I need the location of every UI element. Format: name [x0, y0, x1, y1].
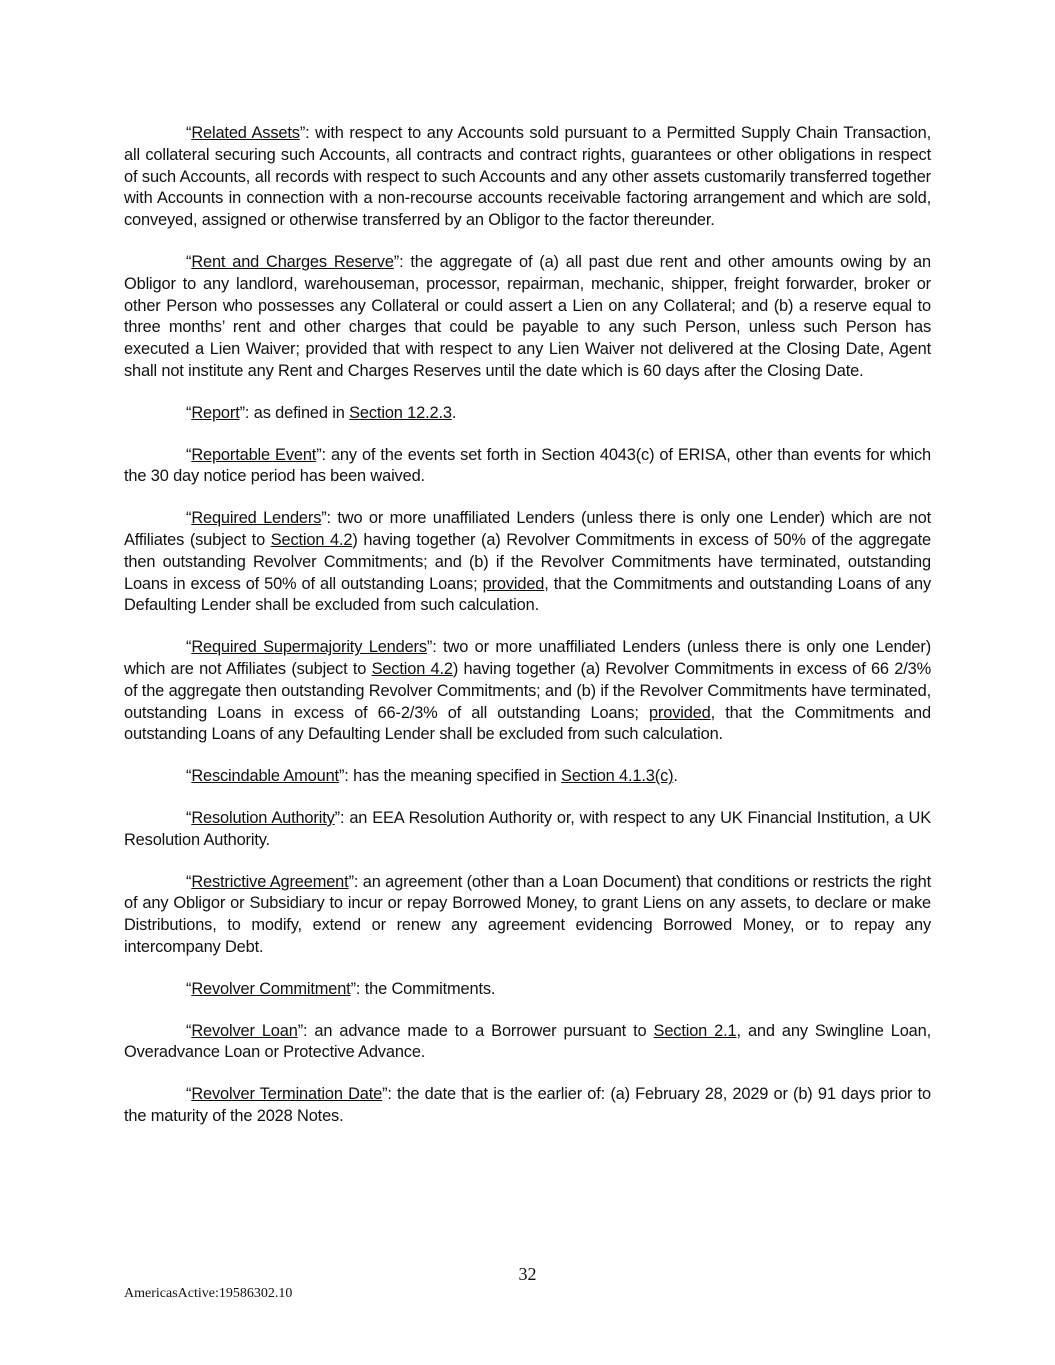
open-quote: “	[186, 252, 192, 271]
definition-text: ”: an advance made to a Borrower pursuant to	[297, 1021, 654, 1040]
document-body	[124, 123, 931, 1148]
definition-text: ”: the Commitments.	[350, 979, 496, 998]
open-quote: “	[186, 979, 192, 998]
open-quote: “	[186, 1085, 192, 1104]
open-quote: “	[186, 509, 192, 528]
defined-term: Restrictive Agreement	[191, 872, 349, 891]
section-reference: Section 2.1	[653, 1021, 737, 1040]
section-reference: Section 4.2	[270, 530, 353, 549]
open-quote: “	[186, 767, 192, 786]
page-number: 32	[518, 1264, 537, 1284]
definition-related-assets	[124, 123, 931, 232]
definition-required-lenders	[124, 508, 931, 617]
definition-text: ”: has the meaning specified in	[338, 767, 562, 786]
provided-term: provided	[482, 574, 545, 593]
definition-text: , and any Swingline Loan, Overadvance Loan or Protective Advance.	[124, 1021, 932, 1062]
open-quote: “	[186, 638, 192, 657]
definition-text: ”: two or more unaffiliated Lenders (unless there is only one Lender) which are not Affiliates (subject to	[124, 509, 931, 549]
defined-term: Revolver Loan	[191, 1021, 298, 1040]
defined-term: Resolution Authority	[191, 808, 335, 827]
section-reference: Section 4.1.3(c)	[561, 767, 674, 786]
defined-term: Required Lenders	[191, 509, 322, 528]
defined-term: Revolver Termination Date	[191, 1085, 383, 1104]
defined-term: Required Supermajority Lenders	[191, 638, 427, 657]
definition-required-supermajority-lenders	[124, 637, 931, 746]
definition-reportable-event	[124, 445, 931, 489]
open-quote: “	[186, 124, 192, 142]
definition-text: ”: with respect to any Accounts sold pursuant to a Permitted Supply Chain Transaction, all collateral securing such Accounts, all contracts and contract rights, guarantees or other obligations in respect of such Accounts, all records with respect to such Accounts and any other assets customarily transferred together with Accounts in connection with a non-recourse accounts receivable factoring arrangement and which are sold, conveyed, assigned or otherwise transferred by an Obligor to the factor thereunder.	[124, 124, 932, 230]
definition-text: ) having together (a) Revolver Commitments in excess of 66 2/3% of the aggregate then outstanding Revolver Commitments; and (b) if the Revolver Commitments have terminated, outstanding Loans in excess of 66-2/3% of all outstanding Loans;	[124, 659, 931, 722]
definition-resolution-authority	[124, 808, 931, 852]
definition-text: ”: two or more unaffiliated Lenders (unless there is only one Lender) which are not Affiliates (subject to	[124, 638, 931, 678]
document-id: AmericasActive:19586302.10	[124, 1286, 293, 1301]
definition-report	[124, 403, 931, 425]
definition-text: ”: an EEA Resolution Authority or, with respect to any UK Financial Institution, a UK Resolution Authority.	[124, 808, 931, 849]
defined-term: Related Assets	[191, 124, 300, 142]
definition-text: ”: any of the events set forth in Section 4043(c) of ERISA, other than events for which the 30 day notice period has been waived.	[124, 445, 931, 486]
provided-term: provided	[648, 703, 711, 722]
definition-rent-and-charges-reserve	[124, 252, 931, 383]
open-quote: “	[186, 872, 192, 891]
open-quote: “	[186, 403, 192, 422]
definition-text: ) having together (a) Revolver Commitments in excess of 50% of the aggregate then outstanding Revolver Commitments; and (b) if the Revolver Commitments have terminated, outstanding Loans in excess of 50% of all outstanding Loans;	[124, 530, 931, 593]
definition-text: , that the Commitments and outstanding Loans of any Defaulting Lender shall be excluded from such calculation.	[124, 574, 932, 615]
definition-text: ”: the date that is the earlier of: (a) February 28, 2029 or (b) 91 days prior to the maturity of the 2028 Notes.	[124, 1085, 931, 1125]
definition-revolver-termination-date	[124, 1084, 931, 1128]
definition-revolver-commitment	[124, 979, 931, 1001]
defined-term: Reportable Event	[191, 445, 317, 464]
section-reference: Section 12.2.3	[349, 403, 452, 422]
definition-text: ”: as defined in	[239, 403, 350, 422]
defined-term: Rent and Charges Reserve	[191, 252, 394, 271]
section-reference: Section 4.2	[371, 659, 453, 678]
open-quote: “	[186, 808, 192, 827]
definition-text: ”: the aggregate of (a) all past due rent and other amounts owing by an Obligor to any landlord, warehouseman, processor, repairman, mechanic, shipper, freight forwarder, broker or other Person who possesses any Collateral or could assert a Lien on any Collateral; and (b) a reserve equal to three months’ rent and other charges that could be payable to any such Person, unless such Person has executed a Lien Waiver; provided that with respect to any Lien Waiver not delivered at the Closing Date, Agent shall not institute any Rent and Charges Reserves until the date which is 60 days after the Closing Date.	[124, 252, 931, 380]
defined-term: Rescindable Amount	[191, 767, 339, 786]
defined-term: Report	[191, 403, 240, 422]
definition-revolver-loan	[124, 1021, 931, 1065]
definition-text: , that the Commitments and outstanding Loans of any Defaulting Lender shall be excluded from such calculation.	[124, 703, 931, 744]
definition-rescindable-amount	[124, 766, 931, 788]
open-quote: “	[186, 1021, 192, 1040]
defined-term: Revolver Commitment	[191, 979, 351, 998]
open-quote: “	[186, 445, 192, 464]
definition-restrictive-agreement	[124, 872, 931, 959]
definition-text: .	[451, 403, 457, 422]
definition-text: ”: an agreement (other than a Loan Document) that conditions or restricts the right of any Obligor or Subsidiary to incur or repay Borrowed Money, to grant Liens on any assets, to declare or make Distributions, to modify, extend or renew any agreement evidencing Borrowed Money, or to repay any intercompany Debt.	[124, 872, 931, 956]
definition-text: .	[673, 767, 678, 786]
